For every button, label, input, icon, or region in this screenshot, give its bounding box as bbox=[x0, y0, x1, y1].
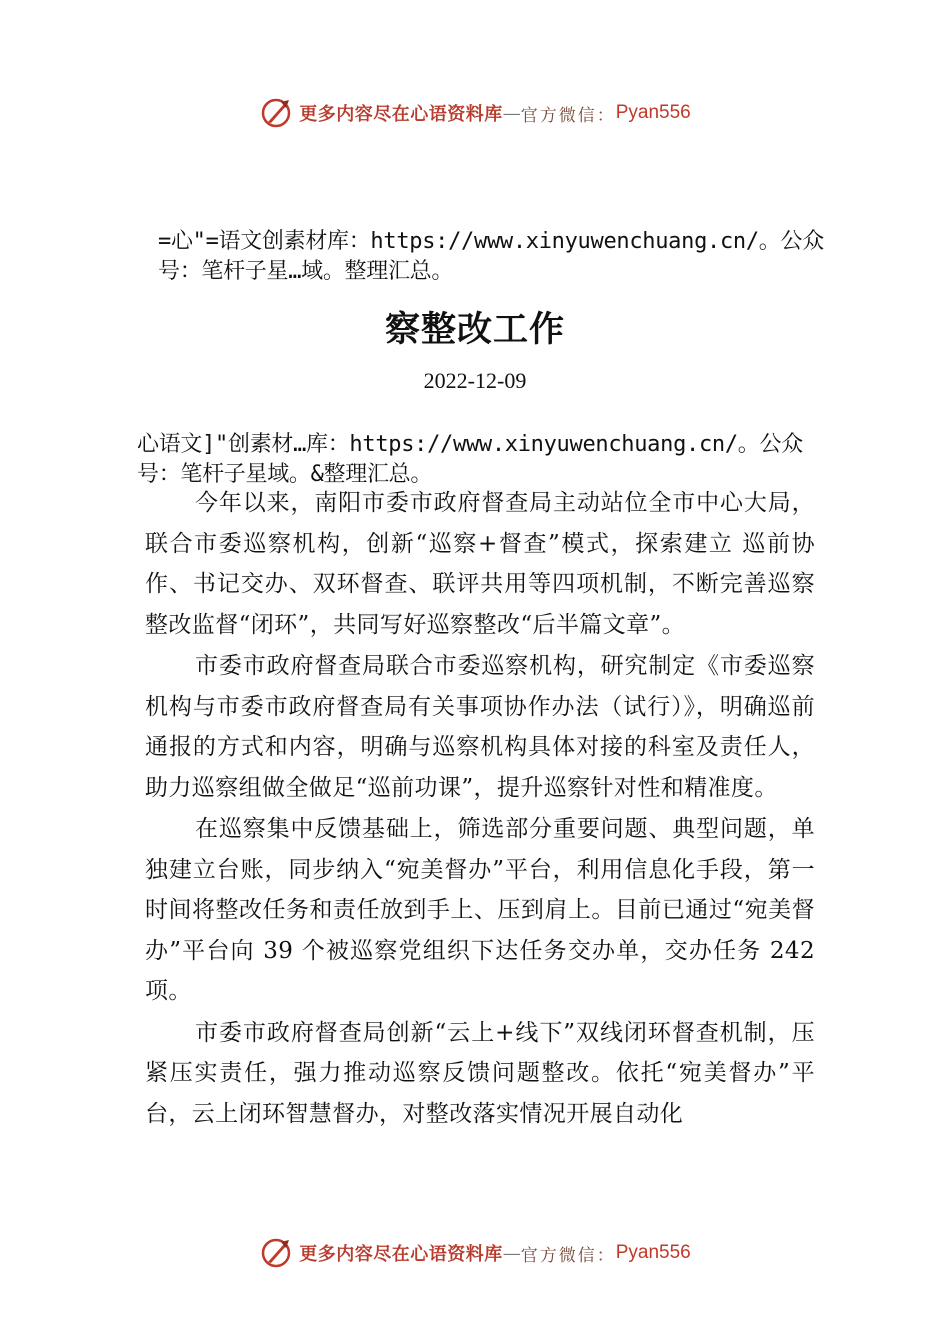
banner-brand-text: 更多内容尽在心语资料库 bbox=[299, 1244, 503, 1265]
page-title: 察整改工作 bbox=[384, 309, 565, 350]
banner-wechat-id: Pyan556 bbox=[615, 1242, 691, 1263]
publish-date: 2022-12-09 bbox=[423, 368, 527, 393]
paragraph: 市委市政府督查局创新“云上+线下”双线闭环督查机制，压紧压实责任，强力推动巡察反馈问题整改。依托“宛美督办”平台，云上闭环智慧督办，对整改落实情况开展自动化 bbox=[145, 1019, 815, 1127]
banner-wechat-label: 官方微信： bbox=[520, 1245, 616, 1266]
paragraph: 在巡察集中反馈基础上，筛选部分重要问题、典型问题，单独建立台账，同步纳入“宛美督办”平台，利用信息化手段，第一时间将整改任务和责任放到手上、压到肩上。目前已通过“宛美督办”平台向 39 个被巡察党组织下达任务交办单，交办任务 242 项。 bbox=[145, 816, 815, 1004]
article-body bbox=[145, 483, 815, 1135]
banner-wechat-label: 官方微信： bbox=[520, 105, 616, 126]
quill-logo-icon bbox=[259, 1236, 293, 1270]
paragraph: 今年以来，南阳市委市政府督查局主动站位全市中心大局，联合市委巡察机构，创新“巡察+督查”模式，探索建立 巡前协作、书记交办、双环督查、联评共用等四项机制，不断完善巡察整改监督“闭环”，共同写好巡察整改“后半篇文章”。 bbox=[145, 490, 815, 638]
footer-banner bbox=[0, 1233, 950, 1273]
banner-separator: — bbox=[502, 102, 521, 124]
quill-logo-icon bbox=[259, 96, 293, 130]
banner-wechat-id: Pyan556 bbox=[615, 102, 691, 123]
watermark-noise-text-2: 心语文]"创素材…库：https://www.xinyuwenchuang.cn/。公众号：笔杆子星域。&整理汇总。 bbox=[137, 432, 803, 487]
banner-brand-text: 更多内容尽在心语资料库 bbox=[299, 104, 503, 125]
paragraph: 市委市政府督查局联合市委巡察机构，研究制定《市委巡察机构与市委市政府督查局有关事项协作办法（试行）》，明确巡前通报的方式和内容，明确与巡察机构具体对接的科室及责任人，助力巡察组做全做足“巡前功课”，提升巡察针对性和精准度。 bbox=[145, 653, 815, 801]
watermark-noise-text: =心"=语文创素材库：https://www.xinyuwenchuang.cn/。公众号：笔杆子星…域。整理汇总。 bbox=[158, 229, 824, 284]
banner-separator: — bbox=[502, 1242, 521, 1264]
header-banner bbox=[0, 93, 950, 133]
